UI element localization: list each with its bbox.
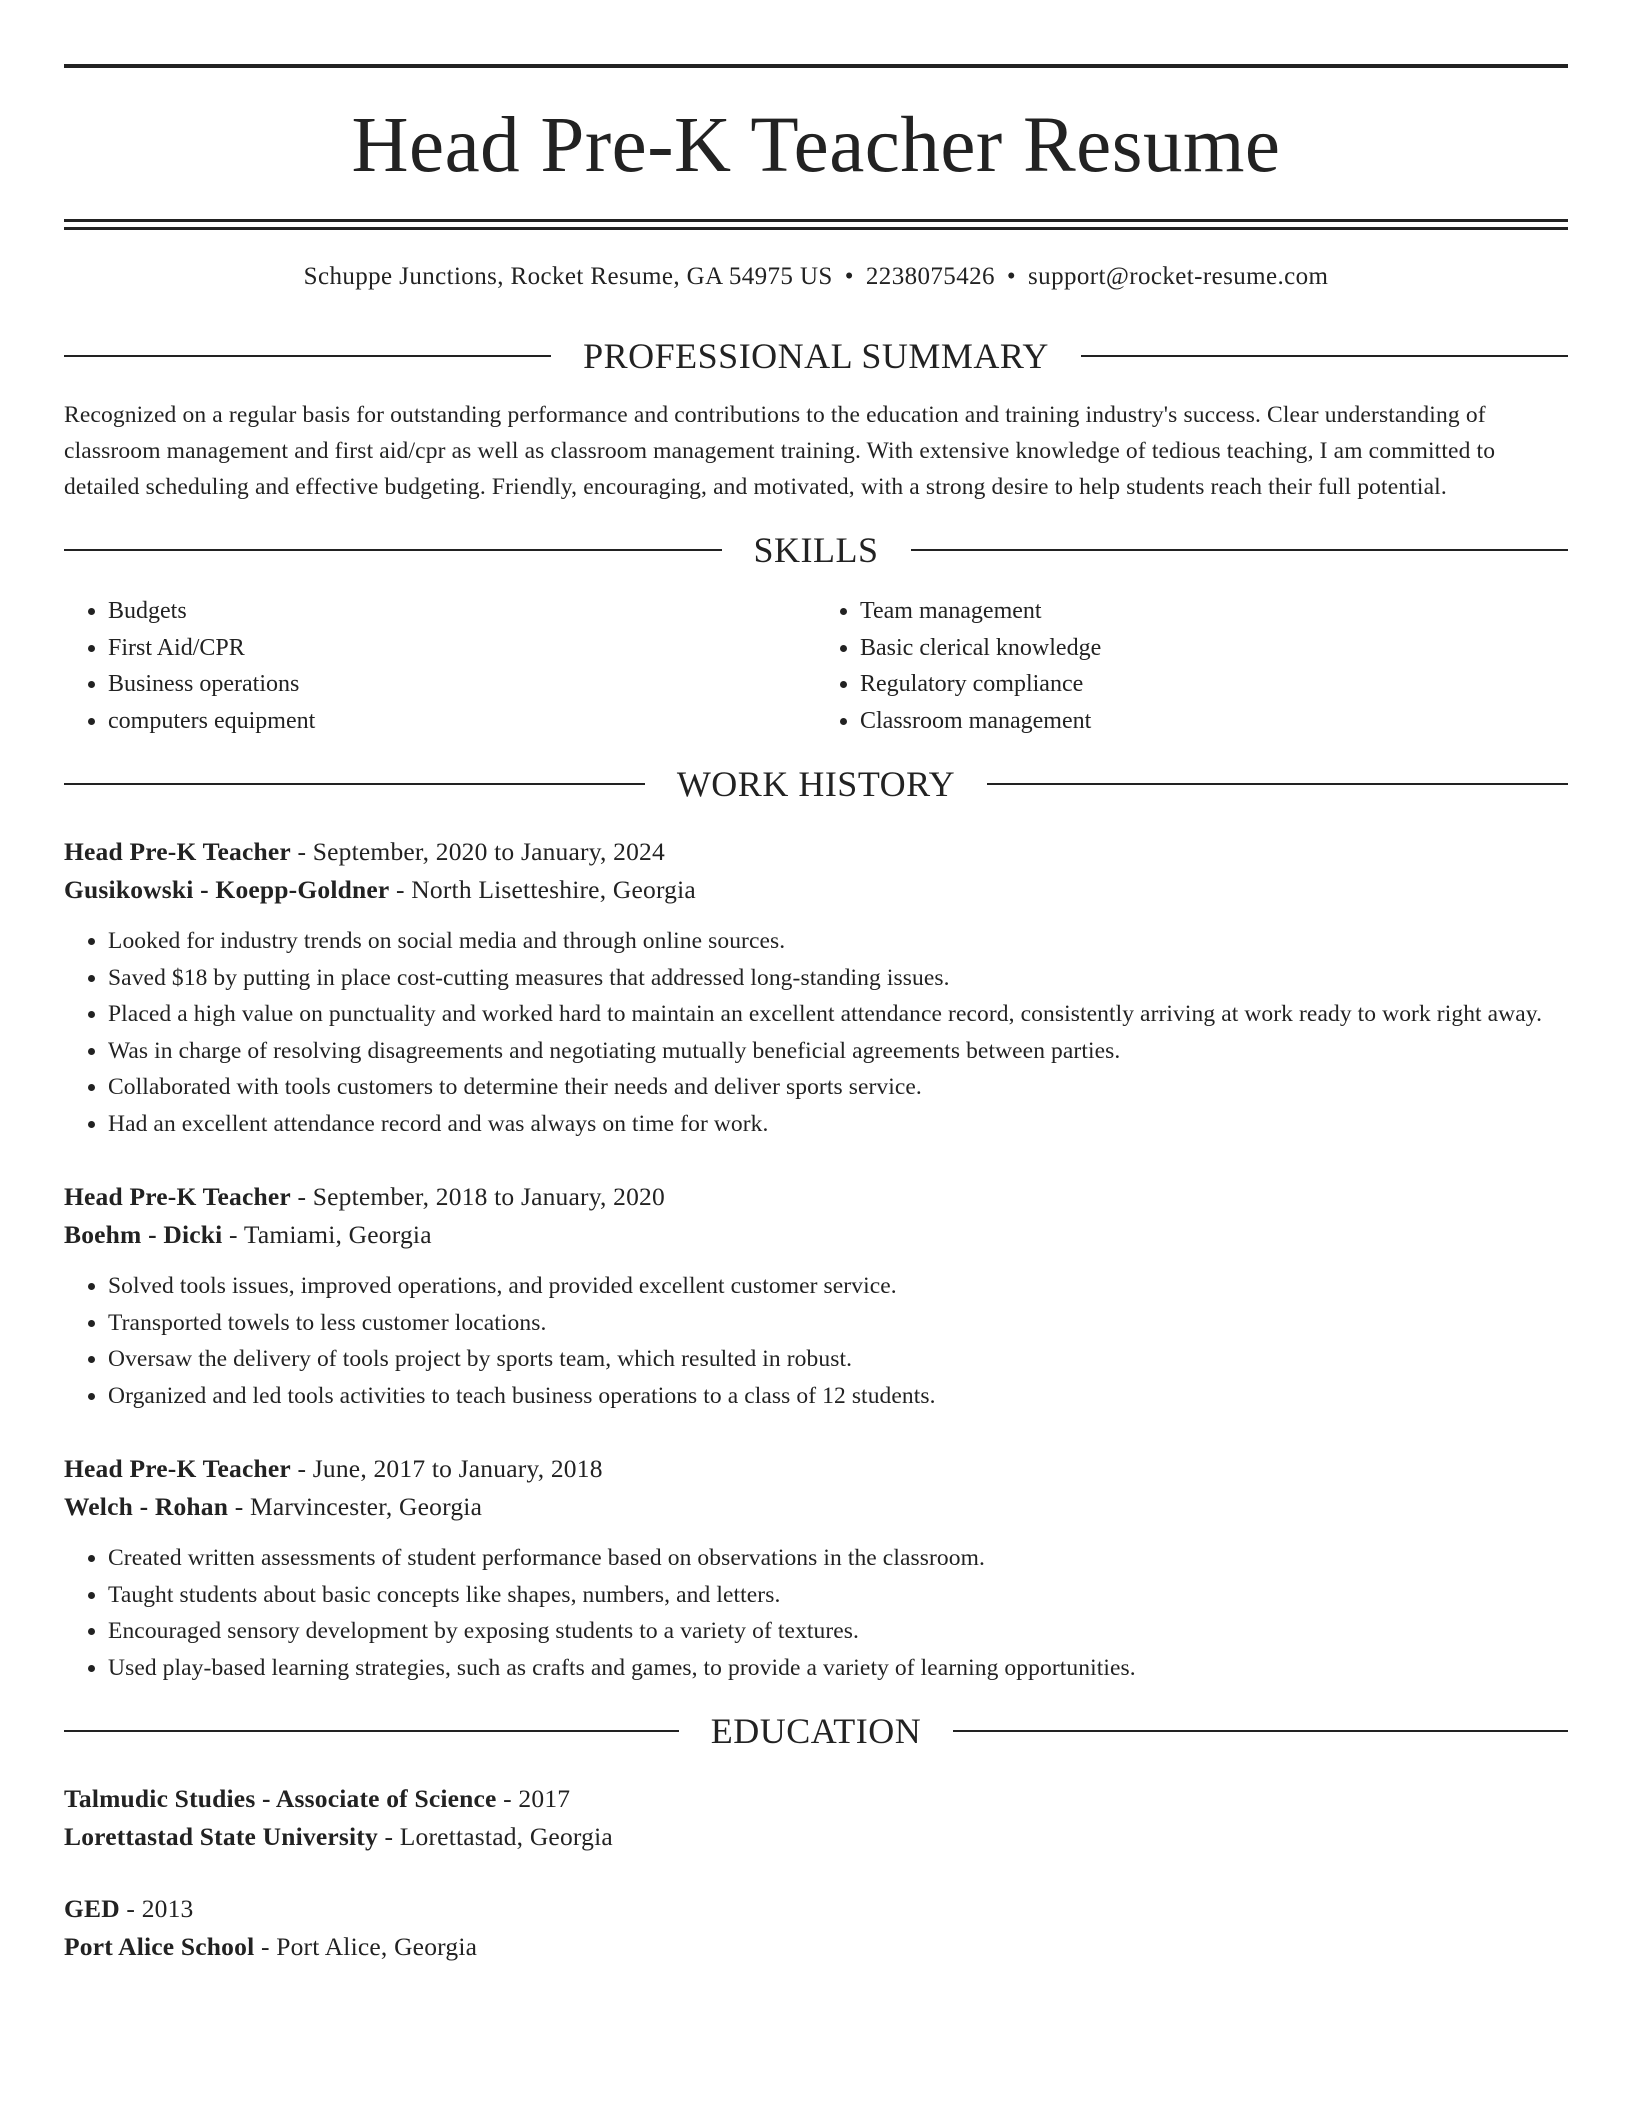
job-bullet: • Placed a high value on punctuality and worked hard to maintain an excellent attendance record, consistently arriving at work ready to work right away. <box>108 996 1568 1033</box>
work-section-heading <box>64 763 1568 805</box>
heading-rule-right <box>953 1730 1568 1732</box>
heading-rule-left <box>64 549 722 551</box>
job-dates: - September, 2020 to January, 2024 <box>290 837 665 867</box>
skill-item: • Team management <box>860 593 1568 630</box>
job-title-line <box>64 1178 1568 1216</box>
job-title-line <box>64 833 1568 871</box>
job-bullet: • Solved tools issues, improved operations, and provided excellent customer service. <box>108 1268 1568 1305</box>
education-year: - 2017 <box>496 1784 571 1814</box>
job-company: Boehm - Dicki <box>64 1220 223 1250</box>
education-entry <box>64 1780 1568 1856</box>
job-entry <box>64 833 1568 1142</box>
top-rule <box>64 64 1568 68</box>
education-degree-line <box>64 1890 1568 1928</box>
heading-rule-right <box>1081 355 1568 357</box>
skills-list <box>64 593 1568 739</box>
contact-email: support@rocket-resume.com <box>1028 263 1329 290</box>
education-location: - Lorettastad, Georgia <box>377 1822 613 1852</box>
job-bullets <box>64 1268 1568 1414</box>
summary-section-heading <box>64 335 1568 377</box>
education-location: - Port Alice, Georgia <box>254 1932 478 1962</box>
job-entry <box>64 1450 1568 1686</box>
education-degree: GED <box>64 1894 120 1924</box>
job-company-line <box>64 1488 1568 1526</box>
skill-item: • Basic clerical knowledge <box>860 630 1568 667</box>
skill-item: • First Aid/CPR <box>108 630 816 667</box>
education-heading-label: EDUCATION <box>710 1711 922 1752</box>
contact-separator: • <box>1006 263 1017 290</box>
heading-rule-left <box>64 783 645 785</box>
job-bullet: • Collaborated with tools customers to determine their needs and deliver sports service. <box>108 1069 1568 1106</box>
job-bullet: • Transported towels to less customer locations. <box>108 1305 1568 1342</box>
skill-item: • Business operations <box>108 666 816 703</box>
skills-section-heading <box>64 529 1568 571</box>
contact-line <box>64 263 1568 291</box>
job-title: Head Pre-K Teacher <box>64 1182 291 1212</box>
education-school: Port Alice School <box>64 1932 255 1962</box>
title-double-rule <box>64 219 1568 230</box>
job-company-line <box>64 1216 1568 1254</box>
job-location: - North Lisetteshire, Georgia <box>389 875 696 905</box>
education-degree-line <box>64 1780 1568 1818</box>
job-title: Head Pre-K Teacher <box>64 837 291 867</box>
job-bullet: • Saved $18 by putting in place cost-cutting measures that addressed long-standing issues. <box>108 960 1568 997</box>
job-bullets <box>64 923 1568 1142</box>
job-bullet: • Had an excellent attendance record and was always on time for work. <box>108 1106 1568 1143</box>
skills-column-left <box>64 593 816 739</box>
job-bullet: • Oversaw the delivery of tools project by sports team, which resulted in robust. <box>108 1341 1568 1378</box>
job-bullet: • Was in charge of resolving disagreements and negotiating mutually beneficial agreements between parties. <box>108 1033 1568 1070</box>
heading-rule-right <box>911 549 1569 551</box>
job-title-line <box>64 1450 1568 1488</box>
job-company: Gusikowski - Koepp-Goldner <box>64 875 390 905</box>
skill-item: • computers equipment <box>108 703 816 740</box>
education-school-line <box>64 1928 1568 1966</box>
page-title: Head Pre-K Teacher Resume <box>351 102 1281 189</box>
education-section-heading <box>64 1710 1568 1752</box>
job-bullet: • Encouraged sensory development by exposing students to a variety of textures. <box>108 1613 1568 1650</box>
skills-heading-label: SKILLS <box>753 530 879 570</box>
job-dates: - September, 2018 to January, 2020 <box>290 1182 665 1212</box>
job-bullet: • Used play-based learning strategies, such as crafts and games, to provide a variety of learning opportunities. <box>108 1650 1568 1687</box>
education-school: Lorettastad State University <box>64 1822 378 1852</box>
job-bullet: • Taught students about basic concepts like shapes, numbers, and letters. <box>108 1577 1568 1614</box>
work-heading-label: WORK HISTORY <box>676 764 956 805</box>
education-entry <box>64 1890 1568 1966</box>
skill-item: • Budgets <box>108 593 816 630</box>
education-year: - 2013 <box>119 1894 194 1924</box>
contact-separator: • <box>844 263 854 290</box>
summary-text: Recognized on a regular basis for outstanding performance and contributions to the education and training industry's success. Clear understanding of classroom management and first aid/cpr as well as classroom management training. With extensive knowledge of tedious teaching, I am committed to detailed scheduling and effective budgeting. Friendly, encouraging, and motivated, with a strong desire to help students reach their full potential. <box>64 402 1496 500</box>
education-degree: Talmudic Studies - Associate of Science <box>64 1784 497 1814</box>
contact-phone: 2238075426 <box>865 263 995 290</box>
heading-rule-right <box>987 783 1568 785</box>
job-bullet: • Looked for industry trends on social media and through online sources. <box>108 923 1568 960</box>
job-entry <box>64 1178 1568 1414</box>
skill-item: • Regulatory compliance <box>860 666 1568 703</box>
job-location: - Marvincester, Georgia <box>228 1492 483 1522</box>
job-bullet: • Organized and led tools activities to teach business operations to a class of 12 students. <box>108 1378 1568 1415</box>
job-company: Welch - Rohan <box>64 1492 229 1522</box>
skills-column-right <box>816 593 1568 739</box>
contact-address: Schuppe Junctions, Rocket Resume, GA 54975 US <box>303 263 833 290</box>
job-bullet: • Created written assessments of student performance based on observations in the classroom. <box>108 1540 1568 1577</box>
job-dates: - June, 2017 to January, 2018 <box>290 1454 603 1484</box>
education-school-line <box>64 1818 1568 1856</box>
job-company-line <box>64 871 1568 909</box>
heading-rule-left <box>64 1730 679 1732</box>
job-title: Head Pre-K Teacher <box>64 1454 291 1484</box>
heading-rule-left <box>64 355 551 357</box>
job-bullets <box>64 1540 1568 1686</box>
skill-item: • Classroom management <box>860 703 1568 740</box>
summary-heading-label: PROFESSIONAL SUMMARY <box>583 336 1049 376</box>
job-location: - Tamiami, Georgia <box>222 1220 432 1250</box>
